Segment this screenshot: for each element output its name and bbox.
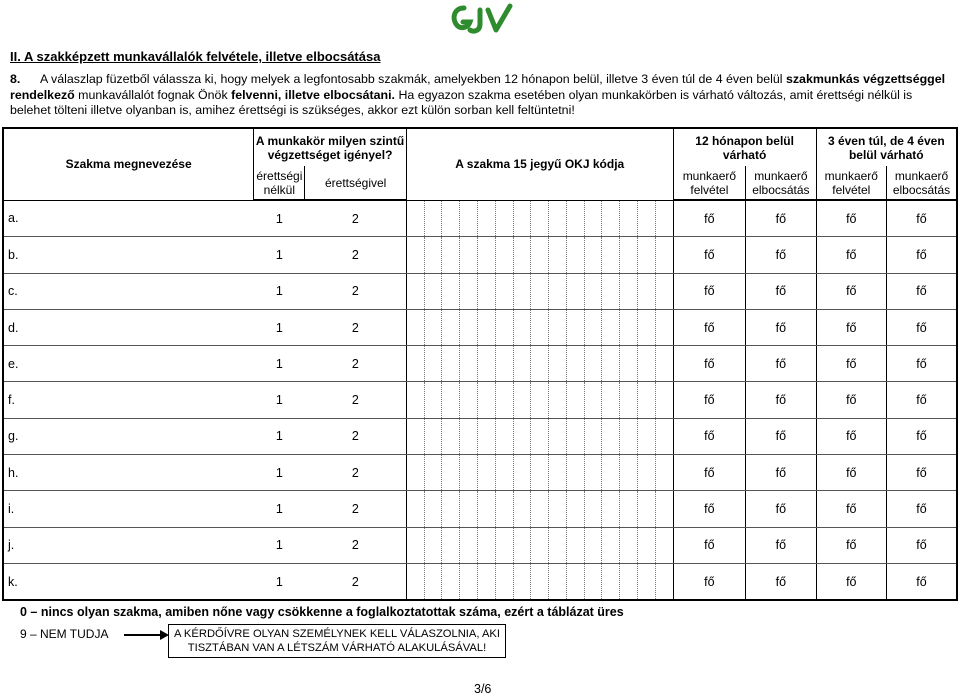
okj-digit-cell[interactable] xyxy=(638,564,656,599)
okj-digit-cell[interactable] xyxy=(514,201,532,237)
occupation-table xyxy=(2,127,958,601)
okj-digit-cell[interactable] xyxy=(407,237,425,272)
okj-digit-cell[interactable] xyxy=(549,528,567,563)
level-option-1[interactable]: 1 xyxy=(254,563,305,600)
okj-digit-cell[interactable] xyxy=(602,419,620,454)
okj-digit-cell[interactable] xyxy=(407,564,425,599)
okj-digit-cell[interactable] xyxy=(496,201,514,237)
count-unit[interactable]: fő xyxy=(673,527,746,563)
okj-digit-cell[interactable] xyxy=(656,528,673,563)
respondent-notice-box: A KÉRDŐÍVRE OLYAN SZEMÉLYNEK KELL VÁLASZOLNIA, AKI TISZTÁBAN VAN A LÉTSZÁM VÁRHATÓ ALAKULÁSÁVAL! xyxy=(168,624,506,658)
okj-digit-cell[interactable] xyxy=(585,237,603,272)
okj-digit-cell[interactable] xyxy=(656,274,673,309)
gov-logo xyxy=(450,2,514,38)
count-unit[interactable]: fő xyxy=(673,491,746,527)
count-unit[interactable]: fő xyxy=(816,491,886,527)
okj-digit-cell[interactable] xyxy=(425,419,443,454)
okj-digit-cell[interactable] xyxy=(656,455,673,490)
okj-digit-cell[interactable] xyxy=(531,274,549,309)
okj-digit-cell[interactable] xyxy=(656,419,673,454)
okj-digit-cell[interactable] xyxy=(460,274,478,309)
okj-digit-cell[interactable] xyxy=(407,455,425,490)
count-unit[interactable]: fő xyxy=(816,527,886,563)
okj-digit-cell[interactable] xyxy=(442,382,460,417)
okj-digit-cell[interactable] xyxy=(496,274,514,309)
okj-digit-cell[interactable] xyxy=(478,419,496,454)
okj-code-cells[interactable] xyxy=(406,273,673,309)
count-unit[interactable]: fő xyxy=(746,527,816,563)
level-option-2[interactable]: 2 xyxy=(305,346,406,382)
okj-digit-cell[interactable] xyxy=(638,310,656,345)
count-unit[interactable]: fő xyxy=(673,563,746,600)
okj-digit-cell[interactable] xyxy=(514,346,532,381)
count-unit[interactable]: fő xyxy=(746,455,816,491)
level-option-2[interactable]: 2 xyxy=(305,563,406,600)
okj-digit-cell[interactable] xyxy=(496,455,514,490)
count-unit[interactable]: fő xyxy=(887,491,957,527)
okj-digit-cell[interactable] xyxy=(656,382,673,417)
okj-digit-cell[interactable] xyxy=(514,237,532,272)
okj-digit-cell[interactable] xyxy=(549,382,567,417)
count-unit[interactable]: fő xyxy=(887,309,957,345)
note-nine: 9 – NEM TUDJA xyxy=(20,627,109,641)
okj-digit-cell[interactable] xyxy=(425,346,443,381)
okj-digit-cell[interactable] xyxy=(407,491,425,526)
okj-digit-cell[interactable] xyxy=(602,237,620,272)
okj-digit-cell[interactable] xyxy=(567,419,585,454)
level-option-1[interactable]: 1 xyxy=(254,237,305,273)
okj-digit-cell[interactable] xyxy=(460,310,478,345)
okj-digit-cell[interactable] xyxy=(620,201,638,237)
okj-digit-cell[interactable] xyxy=(638,237,656,272)
okj-digit-cell[interactable] xyxy=(425,382,443,417)
okj-digit-cell[interactable] xyxy=(407,528,425,563)
okj-code-cells[interactable] xyxy=(406,200,673,237)
okj-digit-cell[interactable] xyxy=(407,310,425,345)
count-unit[interactable]: fő xyxy=(887,346,957,382)
level-option-1[interactable]: 1 xyxy=(254,455,305,491)
okj-digit-cell[interactable] xyxy=(460,528,478,563)
count-unit[interactable]: fő xyxy=(673,237,746,273)
count-unit[interactable]: fő xyxy=(746,382,816,418)
count-unit[interactable]: fő xyxy=(887,200,957,237)
okj-digit-cell[interactable] xyxy=(620,491,638,526)
okj-digit-cell[interactable] xyxy=(585,455,603,490)
okj-digit-cell[interactable] xyxy=(478,455,496,490)
header-erettsegivel: érettségivel xyxy=(305,166,406,200)
table-row xyxy=(3,237,957,273)
okj-digit-cell[interactable] xyxy=(656,237,673,272)
okj-digit-cell[interactable] xyxy=(425,455,443,490)
okj-digit-cell[interactable] xyxy=(407,382,425,417)
table-row xyxy=(3,563,957,600)
count-unit[interactable]: fő xyxy=(746,418,816,454)
okj-digit-cell[interactable] xyxy=(460,564,478,599)
count-unit[interactable]: fő xyxy=(746,273,816,309)
table-row xyxy=(3,273,957,309)
count-unit[interactable]: fő xyxy=(673,200,746,237)
okj-digit-cell[interactable] xyxy=(496,310,514,345)
okj-digit-cell[interactable] xyxy=(460,491,478,526)
level-option-2[interactable]: 2 xyxy=(305,309,406,345)
count-unit[interactable]: fő xyxy=(746,237,816,273)
okj-digit-cell[interactable] xyxy=(549,564,567,599)
count-unit[interactable]: fő xyxy=(673,418,746,454)
okj-digit-cell[interactable] xyxy=(460,419,478,454)
okj-digit-cell[interactable] xyxy=(460,201,478,237)
row-label: c. xyxy=(3,273,254,309)
row-label: g. xyxy=(3,418,254,454)
okj-digit-cell[interactable] xyxy=(656,491,673,526)
okj-digit-cell[interactable] xyxy=(478,382,496,417)
okj-digit-cell[interactable] xyxy=(602,491,620,526)
okj-digit-cell[interactable] xyxy=(425,491,443,526)
header-vegzettseg: A munkakör milyen szintű végzettséget igényel? xyxy=(254,128,407,166)
okj-digit-cell[interactable] xyxy=(514,528,532,563)
table-row xyxy=(3,309,957,345)
okj-digit-cell[interactable] xyxy=(549,201,567,237)
okj-digit-cell[interactable] xyxy=(620,310,638,345)
okj-digit-cell[interactable] xyxy=(620,274,638,309)
okj-digit-cell[interactable] xyxy=(514,564,532,599)
okj-digit-cell[interactable] xyxy=(567,491,585,526)
level-option-1[interactable]: 1 xyxy=(254,491,305,527)
count-unit[interactable]: fő xyxy=(887,382,957,418)
okj-digit-cell[interactable] xyxy=(442,310,460,345)
count-unit[interactable]: fő xyxy=(746,491,816,527)
question-bold: szakmunkás végzettséggel rendelkező xyxy=(10,72,946,102)
okj-digit-cell[interactable] xyxy=(425,528,443,563)
header-3-4-ev: 3 éven túl, de 4 éven belül várható xyxy=(816,128,957,166)
level-option-2[interactable]: 2 xyxy=(305,455,406,491)
question-number: 8. xyxy=(10,72,21,86)
header-okj: A szakma 15 jegyű OKJ kódja xyxy=(406,128,673,200)
count-unit[interactable]: fő xyxy=(887,418,957,454)
okj-digit-cell[interactable] xyxy=(496,382,514,417)
okj-digit-cell[interactable] xyxy=(567,201,585,237)
okj-digit-cell[interactable] xyxy=(638,201,656,237)
okj-digit-cell[interactable] xyxy=(496,237,514,272)
row-label: j. xyxy=(3,527,254,563)
table-row xyxy=(3,455,957,491)
okj-digit-cell[interactable] xyxy=(585,564,603,599)
row-label: h. xyxy=(3,455,254,491)
okj-code-cells[interactable] xyxy=(406,382,673,418)
okj-digit-cell[interactable] xyxy=(514,491,532,526)
okj-code-cells[interactable] xyxy=(406,237,673,273)
header-12-honap: 12 hónapon belül várható xyxy=(673,128,816,166)
okj-digit-cell[interactable] xyxy=(656,310,673,345)
header-szakma: Szakma megnevezése xyxy=(3,128,254,200)
level-option-1[interactable]: 1 xyxy=(254,382,305,418)
header-felvetel: munkaerő felvétel xyxy=(673,166,746,200)
okj-digit-cell[interactable] xyxy=(567,310,585,345)
okj-digit-cell[interactable] xyxy=(478,564,496,599)
okj-digit-cell[interactable] xyxy=(425,564,443,599)
count-unit[interactable]: fő xyxy=(673,455,746,491)
row-label: e. xyxy=(3,346,254,382)
okj-digit-cell[interactable] xyxy=(425,310,443,345)
okj-digit-cell[interactable] xyxy=(531,346,549,381)
okj-digit-cell[interactable] xyxy=(549,491,567,526)
okj-digit-cell[interactable] xyxy=(549,346,567,381)
okj-digit-cell[interactable] xyxy=(460,237,478,272)
okj-digit-cell[interactable] xyxy=(585,310,603,345)
okj-digit-cell[interactable] xyxy=(407,201,425,237)
level-option-1[interactable]: 1 xyxy=(254,273,305,309)
count-unit[interactable]: fő xyxy=(673,382,746,418)
okj-code-cells[interactable] xyxy=(406,527,673,563)
question-part: munkavállalót fognak Önök xyxy=(74,87,232,102)
count-unit[interactable]: fő xyxy=(887,455,957,491)
level-option-2[interactable]: 2 xyxy=(305,491,406,527)
okj-digit-cell[interactable] xyxy=(442,419,460,454)
okj-digit-cell[interactable] xyxy=(460,455,478,490)
okj-digit-cell[interactable] xyxy=(620,346,638,381)
okj-code-cells[interactable] xyxy=(406,309,673,345)
okj-digit-cell[interactable] xyxy=(514,274,532,309)
level-option-2[interactable]: 2 xyxy=(305,418,406,454)
okj-digit-cell[interactable] xyxy=(638,528,656,563)
count-unit[interactable]: fő xyxy=(816,563,886,600)
okj-digit-cell[interactable] xyxy=(531,201,549,237)
okj-digit-cell[interactable] xyxy=(602,382,620,417)
note-zero: 0 – nincs olyan szakma, amiben nőne vagy csökkenne a foglalkoztatottak száma, ezért a táblázat üres xyxy=(20,605,624,619)
okj-digit-cell[interactable] xyxy=(620,528,638,563)
okj-digit-cell[interactable] xyxy=(407,274,425,309)
row-label: i. xyxy=(3,491,254,527)
okj-digit-cell[interactable] xyxy=(478,274,496,309)
okj-digit-cell[interactable] xyxy=(460,346,478,381)
okj-digit-cell[interactable] xyxy=(442,346,460,381)
okj-digit-cell[interactable] xyxy=(531,310,549,345)
count-unit[interactable]: fő xyxy=(816,309,886,345)
header-elbocsatas: munkaerő elbocsátás xyxy=(887,166,957,200)
question-part: Ha egyazon szakma esetében olyan munkakörben is várható változás, amit érettségi nélkül is belehet tölteni illetve olyanban is, amihez érettségi is szükséges, akkor ezt külön sorban kell feltüntetni! xyxy=(10,87,913,117)
table-row xyxy=(3,200,957,237)
row-label: b. xyxy=(3,237,254,273)
header-erettsegi-nelkul: érettségi nélkül xyxy=(254,166,305,200)
okj-digit-cell[interactable] xyxy=(567,237,585,272)
okj-digit-cell[interactable] xyxy=(442,528,460,563)
table-row xyxy=(3,382,957,418)
okj-digit-cell[interactable] xyxy=(549,274,567,309)
question-bold: felvenni, illetve elbocsátani. xyxy=(231,87,395,102)
header-elbocsatas: munkaerő elbocsátás xyxy=(746,166,816,200)
count-unit[interactable]: fő xyxy=(816,346,886,382)
okj-digit-cell[interactable] xyxy=(585,491,603,526)
okj-digit-cell[interactable] xyxy=(620,382,638,417)
okj-digit-cell[interactable] xyxy=(425,201,443,237)
okj-digit-cell[interactable] xyxy=(425,237,443,272)
okj-digit-cell[interactable] xyxy=(638,346,656,381)
level-option-2[interactable]: 2 xyxy=(305,237,406,273)
count-unit[interactable]: fő xyxy=(887,527,957,563)
okj-digit-cell[interactable] xyxy=(442,274,460,309)
okj-digit-cell[interactable] xyxy=(496,528,514,563)
okj-digit-cell[interactable] xyxy=(407,419,425,454)
okj-digit-cell[interactable] xyxy=(531,491,549,526)
okj-digit-cell[interactable] xyxy=(496,346,514,381)
table-row xyxy=(3,418,957,454)
okj-digit-cell[interactable] xyxy=(460,382,478,417)
okj-digit-cell[interactable] xyxy=(478,237,496,272)
okj-digit-cell[interactable] xyxy=(602,274,620,309)
okj-digit-cell[interactable] xyxy=(567,346,585,381)
count-unit[interactable]: fő xyxy=(746,309,816,345)
okj-digit-cell[interactable] xyxy=(585,274,603,309)
header-felvetel: munkaerő felvétel xyxy=(816,166,886,200)
count-unit[interactable]: fő xyxy=(816,418,886,454)
okj-digit-cell[interactable] xyxy=(442,564,460,599)
okj-digit-cell[interactable] xyxy=(585,528,603,563)
okj-digit-cell[interactable] xyxy=(514,310,532,345)
okj-digit-cell[interactable] xyxy=(656,564,673,599)
count-unit[interactable]: fő xyxy=(746,346,816,382)
okj-digit-cell[interactable] xyxy=(602,455,620,490)
count-unit[interactable]: fő xyxy=(816,382,886,418)
okj-digit-cell[interactable] xyxy=(514,382,532,417)
level-option-1[interactable]: 1 xyxy=(254,527,305,563)
level-option-1[interactable]: 1 xyxy=(254,346,305,382)
okj-digit-cell[interactable] xyxy=(602,346,620,381)
okj-digit-cell[interactable] xyxy=(442,491,460,526)
count-unit[interactable]: fő xyxy=(746,563,816,600)
okj-digit-cell[interactable] xyxy=(478,528,496,563)
okj-digit-cell[interactable] xyxy=(514,419,532,454)
count-unit[interactable]: fő xyxy=(816,237,886,273)
okj-digit-cell[interactable] xyxy=(602,528,620,563)
okj-digit-cell[interactable] xyxy=(549,419,567,454)
okj-digit-cell[interactable] xyxy=(531,237,549,272)
count-unit[interactable]: fő xyxy=(673,273,746,309)
okj-digit-cell[interactable] xyxy=(442,455,460,490)
okj-digit-cell[interactable] xyxy=(531,564,549,599)
page-number: 3/6 xyxy=(474,682,492,696)
section-title: II. A szakképzett munkavállalók felvétele, illetve elbocsátása xyxy=(10,49,381,64)
okj-digit-cell[interactable] xyxy=(585,382,603,417)
okj-digit-cell[interactable] xyxy=(478,201,496,237)
okj-digit-cell[interactable] xyxy=(638,382,656,417)
okj-digit-cell[interactable] xyxy=(407,346,425,381)
level-option-1[interactable]: 1 xyxy=(254,418,305,454)
okj-digit-cell[interactable] xyxy=(656,346,673,381)
okj-digit-cell[interactable] xyxy=(425,274,443,309)
count-unit[interactable]: fő xyxy=(816,200,886,237)
row-label: d. xyxy=(3,309,254,345)
okj-digit-cell[interactable] xyxy=(602,201,620,237)
okj-digit-cell[interactable] xyxy=(620,419,638,454)
okj-digit-cell[interactable] xyxy=(602,310,620,345)
count-unit[interactable]: fő xyxy=(816,273,886,309)
okj-digit-cell[interactable] xyxy=(638,274,656,309)
okj-digit-cell[interactable] xyxy=(514,455,532,490)
okj-digit-cell[interactable] xyxy=(549,455,567,490)
okj-digit-cell[interactable] xyxy=(442,201,460,237)
okj-code-cells[interactable] xyxy=(406,346,673,382)
count-unit[interactable]: fő xyxy=(887,273,957,309)
okj-digit-cell[interactable] xyxy=(567,382,585,417)
count-unit[interactable]: fő xyxy=(746,200,816,237)
okj-digit-cell[interactable] xyxy=(656,201,673,237)
okj-digit-cell[interactable] xyxy=(478,346,496,381)
count-unit[interactable]: fő xyxy=(887,563,957,600)
okj-digit-cell[interactable] xyxy=(496,491,514,526)
okj-digit-cell[interactable] xyxy=(496,419,514,454)
okj-digit-cell[interactable] xyxy=(531,382,549,417)
okj-digit-cell[interactable] xyxy=(620,237,638,272)
okj-digit-cell[interactable] xyxy=(585,419,603,454)
okj-digit-cell[interactable] xyxy=(585,201,603,237)
count-unit[interactable]: fő xyxy=(887,237,957,273)
level-option-2[interactable]: 2 xyxy=(305,382,406,418)
okj-digit-cell[interactable] xyxy=(602,564,620,599)
okj-digit-cell[interactable] xyxy=(549,237,567,272)
table-row xyxy=(3,491,957,527)
okj-digit-cell[interactable] xyxy=(442,237,460,272)
okj-digit-cell[interactable] xyxy=(549,310,567,345)
okj-digit-cell[interactable] xyxy=(567,455,585,490)
okj-digit-cell[interactable] xyxy=(567,564,585,599)
row-label: a. xyxy=(3,200,254,237)
okj-digit-cell[interactable] xyxy=(496,564,514,599)
row-label: f. xyxy=(3,382,254,418)
level-option-2[interactable]: 2 xyxy=(305,273,406,309)
okj-digit-cell[interactable] xyxy=(478,310,496,345)
okj-digit-cell[interactable] xyxy=(638,491,656,526)
question-text xyxy=(10,72,955,119)
okj-code-cells[interactable] xyxy=(406,418,673,454)
okj-digit-cell[interactable] xyxy=(531,419,549,454)
count-unit[interactable]: fő xyxy=(816,455,886,491)
level-option-2[interactable]: 2 xyxy=(305,200,406,237)
okj-digit-cell[interactable] xyxy=(638,455,656,490)
okj-digit-cell[interactable] xyxy=(638,419,656,454)
okj-digit-cell[interactable] xyxy=(620,564,638,599)
okj-digit-cell[interactable] xyxy=(567,528,585,563)
question-part: A válaszlap füzetből válassza ki, hogy melyek a legfontosabb szakmák, amelyekben 12 hónapon belül, illetve 3 éven túl de 4 éven belül xyxy=(40,72,786,86)
table-row xyxy=(3,527,957,563)
level-option-1[interactable]: 1 xyxy=(254,309,305,345)
okj-digit-cell[interactable] xyxy=(620,455,638,490)
row-label: k. xyxy=(3,563,254,600)
okj-code-cells[interactable] xyxy=(406,563,673,600)
okj-code-cells[interactable] xyxy=(406,455,673,491)
count-unit[interactable]: fő xyxy=(673,346,746,382)
count-unit[interactable]: fő xyxy=(673,309,746,345)
okj-digit-cell[interactable] xyxy=(585,346,603,381)
level-option-2[interactable]: 2 xyxy=(305,527,406,563)
level-option-1[interactable]: 1 xyxy=(254,200,305,237)
okj-digit-cell[interactable] xyxy=(531,455,549,490)
okj-code-cells[interactable] xyxy=(406,491,673,527)
okj-digit-cell[interactable] xyxy=(478,491,496,526)
okj-digit-cell[interactable] xyxy=(567,274,585,309)
table-row xyxy=(3,346,957,382)
okj-digit-cell[interactable] xyxy=(531,528,549,563)
